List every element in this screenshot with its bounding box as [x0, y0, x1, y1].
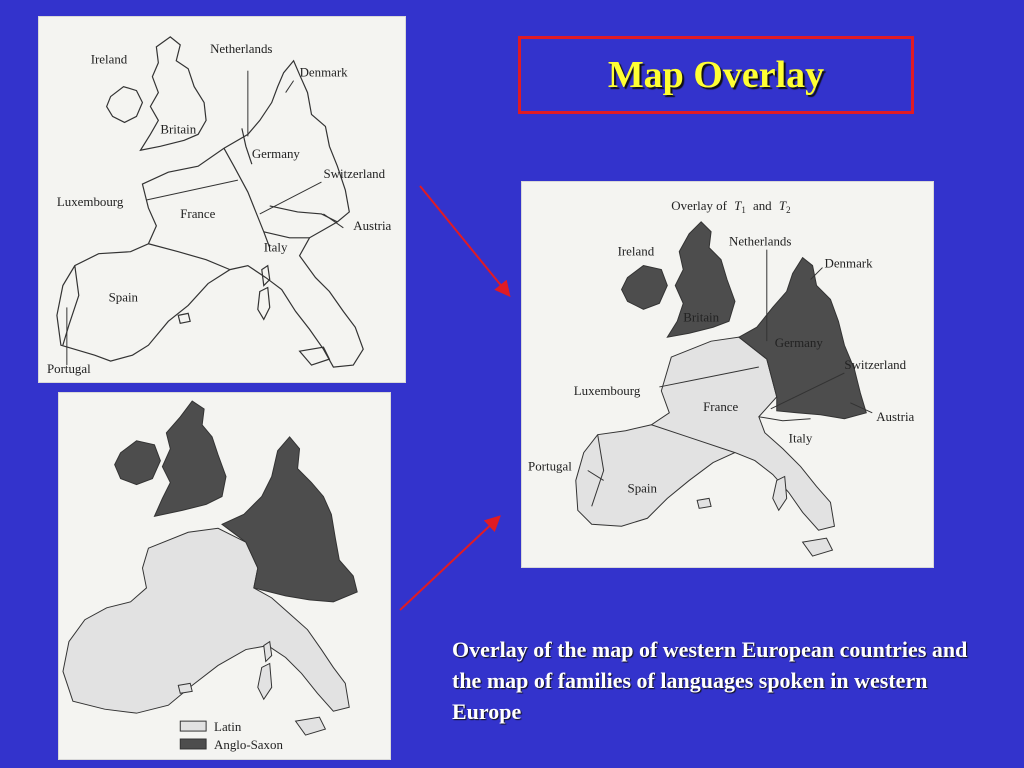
corsica-outline	[262, 266, 270, 286]
lang-sicily	[296, 717, 326, 735]
overlay-label-italy: Italy	[788, 430, 813, 446]
border-spain-france	[148, 244, 230, 270]
overlay-label-spain: Spain	[627, 480, 657, 496]
slide-title-box	[518, 36, 914, 114]
overlay-label-denmark: Denmark	[824, 255, 873, 271]
sardinia-outline	[258, 288, 270, 320]
slide-caption: Overlay of the map of western European countries and the map of families of languages spoken in western Europe	[452, 637, 968, 724]
overlay-sicily	[803, 538, 833, 556]
label-britain: Britain	[160, 121, 197, 137]
countries-map	[39, 17, 405, 382]
label-austria: Austria	[353, 217, 392, 233]
overlay-label-france: France	[703, 398, 739, 414]
arrow-languages-to-overlay	[400, 518, 498, 610]
overlay-label-ireland: Ireland	[617, 243, 655, 259]
label-spain: Spain	[108, 289, 139, 305]
overlay-label-netherlands: Netherlands	[728, 233, 792, 249]
countries-map-panel	[38, 16, 406, 383]
lang-balearic	[178, 683, 192, 693]
border-nl-de	[242, 128, 252, 164]
lang-britain	[154, 401, 226, 516]
legend-label-latin: Latin	[214, 719, 242, 735]
label-switzerland: Switzerland	[323, 166, 386, 182]
lang-ireland	[115, 441, 161, 485]
overlay-label-switzerland: Switzerland	[844, 357, 907, 373]
overlay-map	[522, 182, 933, 567]
border-italy	[264, 232, 310, 238]
label-italy: Italy	[263, 239, 288, 255]
languages-map	[59, 393, 390, 759]
border-germany-austria	[270, 206, 338, 222]
overlay-map-panel	[521, 181, 934, 568]
label-ireland: Ireland	[90, 51, 128, 67]
overlay-label-britain: Britain	[683, 309, 720, 325]
label-portugal: Portugal	[46, 361, 91, 377]
lang-corsica	[264, 642, 272, 662]
overlay-label-germany: Germany	[774, 335, 823, 351]
overlay-ireland	[622, 266, 668, 310]
label-germany: Germany	[251, 146, 300, 162]
overlay-sardinia	[773, 476, 787, 510]
label-luxembourg: Luxembourg	[56, 193, 124, 209]
lang-sardinia	[258, 663, 272, 699]
arrow-countries-to-overlay	[420, 186, 508, 294]
ireland-outline	[107, 87, 143, 123]
border-portugal	[63, 266, 79, 346]
legend-label-anglo-saxon: Anglo-Saxon	[214, 736, 283, 752]
overlay-label-luxembourg: Luxembourg	[573, 382, 641, 398]
label-denmark: Denmark	[299, 64, 348, 80]
border-france-germany	[224, 148, 270, 247]
overlay-heading: Overlay of $T_1$ and $T_2$	[671, 197, 791, 215]
overlay-label-portugal: Portugal	[528, 458, 572, 474]
sicily-outline	[300, 347, 330, 365]
languages-map-panel	[58, 392, 391, 760]
overlay-label-austria: Austria	[876, 408, 915, 424]
legend-swatch-anglo-saxon	[180, 739, 206, 749]
slide-title: Map Overlay	[607, 54, 825, 96]
label-netherlands: Netherlands	[210, 40, 273, 56]
legend-swatch-latin	[180, 721, 206, 731]
balearic-outline	[178, 313, 190, 323]
overlay-balearic	[697, 498, 711, 508]
label-france: France	[180, 205, 216, 221]
